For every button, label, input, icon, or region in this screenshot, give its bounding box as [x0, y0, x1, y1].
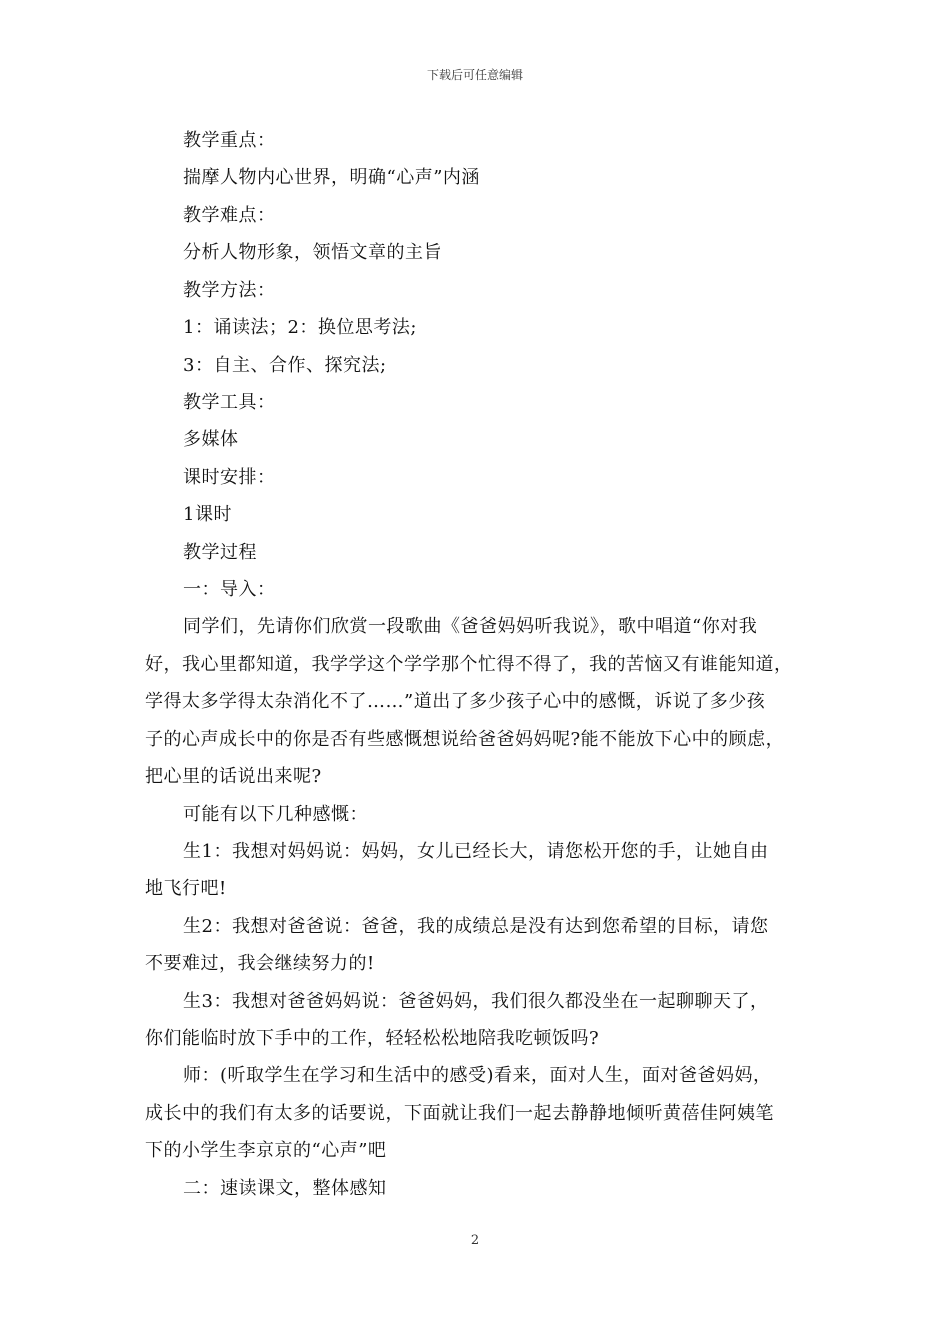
- paragraph: 好，我心里都知道，我学学这个学学那个忙得不得了，我的苦恼又有谁能知道，: [145, 654, 793, 675]
- paragraph: 分析人物形象，领悟文章的主旨: [183, 242, 442, 263]
- heading-process: 教学过程: [183, 542, 257, 563]
- paragraph: 3：自主、合作、探究法;: [183, 355, 387, 376]
- paragraph: 多媒体: [183, 429, 239, 450]
- paragraph: 把心里的话说出来呢?: [145, 766, 322, 787]
- paragraph: 同学们，先请你们欣赏一段歌曲《爸爸妈妈听我说》，歌中唱道“你对我: [183, 616, 758, 637]
- paragraph: 生3：我想对爸爸妈妈说：爸爸妈妈，我们很久都没坐在一起聊聊天了，: [183, 991, 769, 1012]
- paragraph: 1课时: [183, 504, 232, 525]
- heading-methods: 教学方法：: [183, 280, 276, 301]
- heading-intro: 一：导入：: [183, 579, 276, 600]
- heading-reading: 二：速读课文，整体感知: [183, 1178, 387, 1199]
- heading-difficulties: 教学难点：: [183, 205, 276, 226]
- paragraph: 学得太多学得太杂消化不了……”道出了多少孩子心中的感慨，诉说了多少孩: [145, 691, 766, 712]
- page-header: 下载后可任意编辑: [426, 68, 523, 82]
- paragraph: 生1：我想对妈妈说：妈妈，女儿已经长大，请您松开您的手，让她自由: [183, 841, 769, 862]
- heading-key-points: 教学重点：: [183, 130, 276, 151]
- paragraph: 成长中的我们有太多的话要说，下面就让我们一起去静静地倾听黄蓓佳阿姨笔: [145, 1103, 774, 1124]
- paragraph: 下的小学生李京京的“心声”吧: [145, 1140, 387, 1161]
- heading-schedule: 课时安排：: [183, 467, 276, 488]
- page-number: 2: [470, 1233, 480, 1248]
- paragraph: 1：诵读法；2：换位思考法;: [183, 317, 417, 338]
- paragraph: 地飞行吧!: [145, 878, 227, 899]
- heading-tools: 教学工具：: [183, 392, 276, 413]
- paragraph: 你们能临时放下手中的工作，轻轻松松地陪我吃顿饭吗?: [145, 1028, 600, 1049]
- paragraph: 子的心声成长中的你是否有些感慨想说给爸爸妈妈呢?能不能放下心中的顾虑，: [145, 729, 785, 750]
- paragraph: 师：(听取学生在学习和生活中的感受)看来，面对人生，面对爸爸妈妈，: [183, 1065, 772, 1086]
- paragraph: 可能有以下几种感慨：: [183, 804, 368, 825]
- paragraph: 揣摩人物内心世界，明确“心声”内涵: [183, 167, 480, 188]
- paragraph: 不要难过，我会继续努力的!: [145, 953, 375, 974]
- paragraph: 生2：我想对爸爸说：爸爸，我的成绩总是没有达到您希望的目标，请您: [183, 916, 769, 937]
